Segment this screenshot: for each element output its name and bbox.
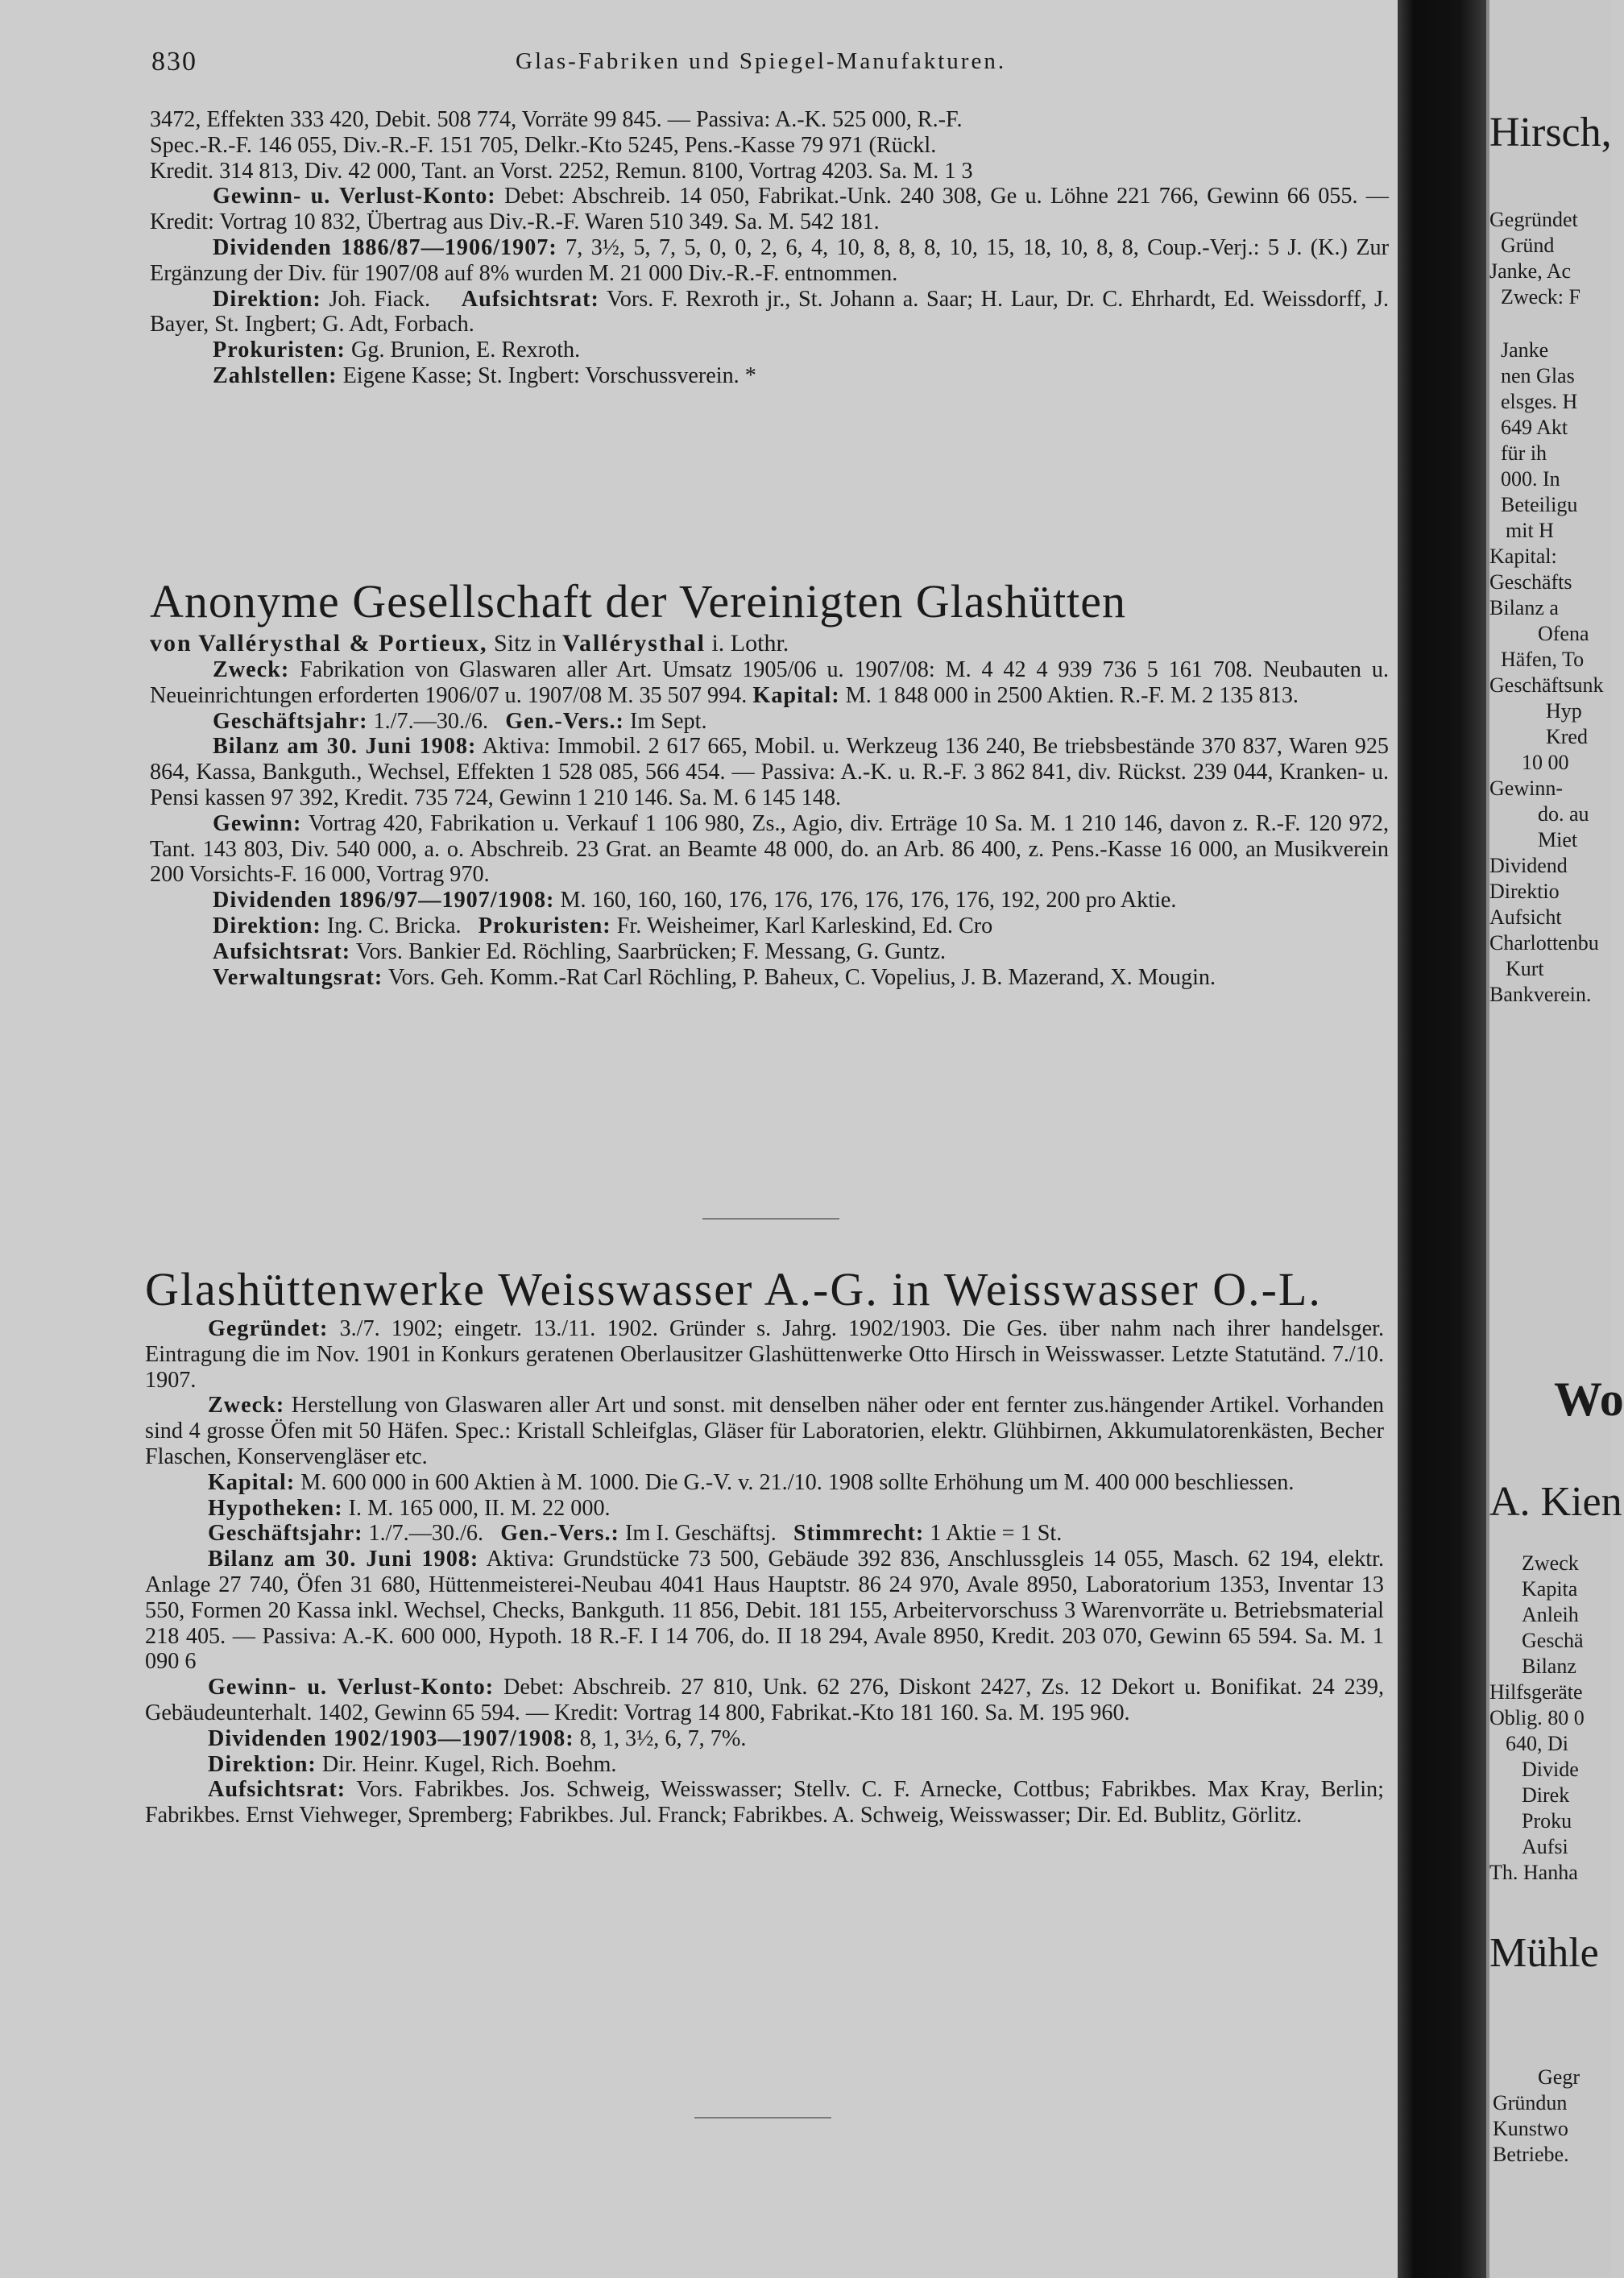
facing-line: Betriebe. bbox=[1493, 2143, 1569, 2166]
gj-label: Geschäftsjahr: bbox=[213, 708, 368, 734]
gewinn-text: Vortrag 420, Fabrikation u. Verkauf 1 106 980, Zs., Agio, div. Erträge 10 Sa. M. 1 210 146, davon z. R.-F. 120 972, Tant. 143 803, Div. 540 000, a. o. Abschreib. 23 Grat. an Beamte 48 000, do. an Arb. 86 400, z. Pens.-Kasse 16 000, an Musikverein 200 Vorsichts-F. 16 000, Vortrag 970. bbox=[150, 810, 1389, 888]
entry1-title: Anonyme Gesellschaft der Vereinigten Glashütten bbox=[150, 575, 1127, 627]
facing-line: nen Glas bbox=[1501, 364, 1575, 387]
facing-line: mit H bbox=[1506, 519, 1554, 542]
facing-line: Dividend bbox=[1489, 854, 1568, 877]
entry1-verwaltungsrat bbox=[150, 965, 1389, 991]
direktion-text: Ing. C. Bricka. bbox=[326, 913, 462, 938]
aufsichtsrat-label: Aufsichtsrat: bbox=[213, 938, 351, 964]
facing-line: Janke, Ac bbox=[1489, 259, 1572, 283]
zahlstellen-label: Zahlstellen: bbox=[213, 362, 338, 388]
prokuristen-text: Gg. Brunion, E. Rexroth. bbox=[351, 338, 581, 363]
facing-line: Zweck bbox=[1522, 1551, 1579, 1575]
prokuristen-text: Fr. Weisheimer, Karl Karleskind, Ed. Cro bbox=[616, 913, 993, 938]
direktion-text: Dir. Heinr. Kugel, Rich. Boehm. bbox=[321, 1751, 617, 1777]
prokuristen-label: Prokuristen: bbox=[478, 913, 611, 938]
facing-line: Direktio bbox=[1489, 880, 1560, 903]
facing-line: Ofena bbox=[1538, 622, 1589, 645]
prokuristen-label: Prokuristen: bbox=[213, 338, 346, 363]
gegruendet-text: 3./7. 1902; eingetr. 13./11. 1902. Gründer s. Jahrg. 1902/1903. Die Ges. über nahm nach ihrer handelsger. Eintragung die im Nov. 1901 in Konkurs geratenen Oberlausitzer Glashüttenwerke Otto Hirsch in Weisswasser. Letzte Statutänd. 7./10. 1907. bbox=[145, 1316, 1384, 1393]
kapital-label: Kapital: bbox=[752, 682, 840, 708]
entry0-direktion bbox=[150, 287, 1389, 338]
facing-line: 10 00 bbox=[1522, 751, 1569, 774]
facing-line: Gründ bbox=[1501, 234, 1555, 257]
facing-line: Bilanz a bbox=[1489, 596, 1559, 619]
entry2-gegruendet bbox=[145, 1316, 1384, 1393]
facing-page-strip bbox=[1489, 0, 1624, 2278]
gv-label: Gen.-Vers.: bbox=[505, 708, 624, 734]
facing-line: Kapital: bbox=[1489, 545, 1557, 568]
gewinn-text: Debet: Abschreib. 14 050, Fabrikat.-Unk. 240 308, Ge u. Löhne 221 766, Gewinn 66 055. — Kredit: Vortrag 10 832, Übertrag aus Div.-R.-F. Waren 510 349. Sa. M. 542 181. bbox=[150, 184, 1389, 235]
page-gutter-shadow bbox=[1398, 0, 1486, 2278]
gewinn-text: Debet: Abschreib. 27 810, Unk. 62 276, Diskont 2427, Zs. 12 Dekort u. Bonifikat. 24 239, Gebäudeunterhalt. 1402, Gewinn 65 594. — Kredit: Vortrag 14 800, Fabrikat.-Kto 181 160. Sa. M. 195 960. bbox=[145, 1675, 1384, 1725]
entry1-gewinn bbox=[150, 811, 1389, 888]
aufsichtsrat-text: Vors. Fabrikbes. Jos. Schweig, Weisswasser; Stellv. C. F. Arnecke, Cottbus; Fabrikbes. Max Kray, Berlin; Fabrikbes. Ernst Viehweger, Spremberg; Fabrikbes. Jul. Franck; Fabrikbes. A. Schweig, Weisswasser; Dir. Ed. Bublitz, Görlitz. bbox=[145, 1777, 1384, 1829]
dividenden-label: Dividenden 1886/87—1906/1907: bbox=[213, 234, 557, 260]
entry0-line-3: Kredit. 314 813, Div. 42 000, Tant. an Vorst. 2252, Remun. 8100, Vortrag 4203. Sa. M. 1 3 bbox=[150, 158, 973, 184]
facing-line: Bankverein. bbox=[1489, 983, 1592, 1006]
facing-line: Bilanz bbox=[1522, 1655, 1576, 1678]
facing-line: do. au bbox=[1538, 802, 1589, 826]
facing-line: Kurt bbox=[1506, 957, 1544, 980]
direktion-label: Direktion: bbox=[208, 1751, 317, 1777]
entry0-gewinn bbox=[150, 184, 1389, 235]
kapital-text: M. 1 848 000 in 2500 Aktien. R.-F. M. 2 135 813. bbox=[845, 682, 1299, 708]
subtitle-place: Vallérysthal bbox=[562, 630, 706, 656]
entry1-direktion bbox=[150, 913, 1389, 939]
dividenden-text: M. 160, 160, 160, 176, 176, 176, 176, 176, 176, 192, 200 pro Aktie. bbox=[560, 888, 1177, 913]
bilanz-label: Bilanz am 30. Juni 1908: bbox=[208, 1547, 479, 1572]
entry0-line-2: Spec.-R.-F. 146 055, Div.-R.-F. 151 705, Delkr.-Kto 5245, Pens.-Kasse 79 971 (Rückl. bbox=[150, 132, 937, 158]
verwaltungsrat-text: Vors. Geh. Komm.-Rat Carl Röchling, P. Baheux, C. Vopelius, J. B. Mazerand, X. Mougin. bbox=[387, 964, 1216, 990]
subtitle-prefix: von bbox=[150, 630, 193, 656]
entry2-kapital bbox=[145, 1470, 1384, 1496]
entry2-bilanz bbox=[145, 1547, 1384, 1675]
facing-line: elsges. H bbox=[1501, 390, 1578, 413]
entry2-dividenden bbox=[145, 1726, 1384, 1752]
subtitle-mid: Sitz in bbox=[494, 630, 557, 656]
facing-line: Anleih bbox=[1522, 1603, 1579, 1626]
dividenden-label: Dividenden 1896/97—1907/1908: bbox=[213, 888, 555, 913]
facing-line: Gewinn- bbox=[1489, 777, 1563, 800]
entry2-zweck bbox=[145, 1393, 1384, 1469]
dividenden-label: Dividenden 1902/1903—1907/1908: bbox=[208, 1725, 574, 1751]
entry2-geschaeftsjahr bbox=[145, 1521, 1384, 1547]
gewinn-label: Gewinn- u. Verlust-Konto: bbox=[213, 184, 496, 209]
facing-line: Geschäftsunk bbox=[1489, 673, 1604, 697]
facing-line: Janke bbox=[1501, 338, 1549, 362]
entry0-line-1: 3472, Effekten 333 420, Debit. 508 774, Vorräte 99 845. — Passiva: A.-K. 525 000, R.-F. bbox=[150, 107, 963, 132]
page-number: 830 bbox=[151, 47, 197, 77]
dividenden-text: 7, 3½, 5, 7, 5, 0, 0, 2, 6, 4, 10, 8, 8, 8, 10, 15, 18, 10, 8, 8, Coup.-Verj.: 5 J. (K.) Zur Ergänzung der Div. für 1907/08 auf 8% wurden M. 21 000 Div.-R.-F. entnommen. bbox=[150, 234, 1390, 286]
kapital-label: Kapital: bbox=[208, 1469, 296, 1495]
hypotheken-text: I. M. 165 000, II. M. 22 000. bbox=[348, 1495, 611, 1521]
facing-line: für ih bbox=[1501, 441, 1547, 465]
entry2-hypotheken bbox=[145, 1496, 1384, 1522]
zweck-text: Herstellung von Glaswaren aller Art und sonst. mit denselben näher oder ent fernter zus.hängender Artikel. Vorhanden sind 4 grosse Öfen mit 50 Häfen. Spec.: Kristall Schleifglas, Gläser für Laboratorien, elektr. Glühbirnen, Akkumulatorenkästen, Becher Flaschen, Konservengläser etc. bbox=[145, 1393, 1384, 1469]
aufsichtsrat-text: Vors. Bankier Ed. Röchling, Saarbrücken; F. Messang, G. Guntz. bbox=[355, 938, 947, 964]
page-header bbox=[0, 47, 1406, 79]
facing-line: Wo bbox=[1554, 1373, 1624, 1426]
subtitle-name: Vallérysthal & Portieux, bbox=[198, 630, 488, 656]
entry-continued bbox=[150, 107, 1389, 389]
aufsichtsrat-text: Vors. F. Rexroth jr., St. Johann a. Saar; H. Laur, Dr. C. Ehrhardt, Ed. Weissdorff, J. Bayer, St. Ingbert; G. Adt, Forbach. bbox=[150, 286, 1390, 338]
entry2-gewinn bbox=[145, 1675, 1384, 1726]
aufsichtsrat-label: Aufsichtsrat: bbox=[208, 1777, 346, 1803]
entry2-direktion bbox=[145, 1752, 1384, 1778]
facing-line: Hilfsgeräte bbox=[1489, 1680, 1583, 1704]
zahlstellen-text: Eigene Kasse; St. Ingbert: Vorschussverein. * bbox=[342, 362, 756, 388]
entry1-zweck bbox=[150, 657, 1389, 709]
gegruendet-label: Gegründet: bbox=[208, 1316, 329, 1341]
facing-line: Divide bbox=[1522, 1758, 1579, 1781]
stimmrecht-text: 1 Aktie = 1 St. bbox=[930, 1521, 1063, 1547]
facing-line: Gegr bbox=[1538, 2065, 1580, 2089]
facing-line: 000. In bbox=[1501, 467, 1560, 491]
facing-line: Hyp bbox=[1546, 699, 1582, 723]
entry1-subtitle bbox=[150, 630, 1389, 657]
aufsichtsrat-label: Aufsichtsrat: bbox=[461, 286, 599, 312]
entry0-dividenden bbox=[150, 235, 1389, 287]
facing-line: Direk bbox=[1522, 1783, 1570, 1807]
kapital-text: M. 600 000 in 600 Aktien à M. 1000. Die G.-V. v. 21./10. 1908 sollte Erhöhung um M. 400 000 beschliessen. bbox=[300, 1469, 1295, 1495]
section-divider-bottom bbox=[694, 2117, 831, 2119]
direktion-text: Joh. Fiack. bbox=[329, 286, 431, 312]
entry2-aufsichtsrat bbox=[145, 1777, 1384, 1829]
section-divider bbox=[702, 1218, 839, 1220]
facing-line: Hirsch, bbox=[1489, 110, 1612, 155]
gj-text: 1./7.—30./6. bbox=[368, 1521, 484, 1547]
entry1-dividenden bbox=[150, 888, 1389, 913]
entry-vallerysthal bbox=[150, 574, 1389, 990]
entry2-title: Glashüttenwerke Weisswasser A.-G. in Weisswasser O.-L. bbox=[145, 1263, 1322, 1315]
facing-line: Kred bbox=[1546, 725, 1588, 748]
facing-line: Oblig. 80 0 bbox=[1489, 1706, 1585, 1729]
entry0-zahlstellen bbox=[150, 363, 1389, 389]
gv-text: Im Sept. bbox=[629, 708, 707, 734]
facing-line: Kapita bbox=[1522, 1577, 1578, 1601]
facing-line: Aufsicht bbox=[1489, 905, 1562, 929]
subtitle-suffix: i. Lothr. bbox=[711, 630, 789, 656]
direktion-label: Direktion: bbox=[213, 913, 321, 938]
facing-line: 649 Akt bbox=[1501, 416, 1568, 439]
facing-line: Miet bbox=[1538, 828, 1578, 851]
facing-line: 640, Di bbox=[1506, 1732, 1568, 1755]
facing-line: Zweck: F bbox=[1501, 285, 1580, 309]
facing-line: Kunstwo bbox=[1493, 2117, 1568, 2140]
entry1-bilanz bbox=[150, 734, 1389, 810]
facing-line: Beteiligu bbox=[1501, 493, 1578, 516]
zweck-label: Zweck: bbox=[213, 657, 290, 682]
zweck-label: Zweck: bbox=[208, 1393, 285, 1419]
facing-line: Häfen, To bbox=[1501, 648, 1585, 671]
facing-line: Mühle bbox=[1489, 1930, 1599, 1976]
facing-line: Gegründet bbox=[1489, 208, 1578, 231]
gewinn-label: Gewinn: bbox=[213, 810, 302, 836]
direktion-label: Direktion: bbox=[213, 286, 321, 312]
verwaltungsrat-label: Verwaltungsrat: bbox=[213, 964, 383, 990]
zweck-text: Fabrikation von Glaswaren aller Art. Umsatz 1905/06 u. 1907/08: M. 4 42 4 939 736 5 161 708. Neubauten u. Neueinrichtungen erforderten 1906/07 u. 1907/08 M. 35 507 994. bbox=[150, 657, 1390, 708]
bilanz-label: Bilanz am 30. Juni 1908: bbox=[213, 734, 477, 760]
entry0-prokuristen bbox=[150, 338, 1389, 363]
entry1-geschaeftsjahr bbox=[150, 709, 1389, 735]
facing-line: Th. Hanha bbox=[1489, 1861, 1578, 1884]
facing-line: Geschä bbox=[1522, 1629, 1584, 1652]
gj-text: 1./7.—30./6. bbox=[373, 708, 489, 734]
facing-line: A. Kien bbox=[1489, 1479, 1622, 1525]
entry-weisswasser bbox=[145, 1263, 1384, 1829]
facing-line: Geschäfts bbox=[1489, 570, 1572, 594]
gv-label: Gen.-Vers.: bbox=[500, 1521, 619, 1547]
running-head: Glas-Fabriken und Spiegel-Manufakturen. bbox=[516, 48, 1007, 74]
gj-label: Geschäftsjahr: bbox=[208, 1521, 363, 1547]
bilanz-text: Aktiva: Grundstücke 73 500, Gebäude 392 836, Anschlussgleis 14 055, Masch. 62 194, elektr. Anlage 27 740, Öfen 31 680, Hüttenmeisterei-Neubau 4041 Haus Hauptstr. 86 24 970, Avale 8950, Laboratorium 1353, Inventar 13 550, Formen 20 Kassa inkl. Wechsel, Checks, Bankguth. 11 856, Debit. 181 155, Arbeitervorschuss 3 Warenvorräte u. Betriebsmaterial 218 405. — Passiva: A.-K. 600 000, Hypoth. 18 R.-F. I 14 706, do. II 18 294, Avale 8950, Kredit. 203 070, Gewinn 65 594. Sa. M. 1 090 6 bbox=[145, 1547, 1384, 1675]
stimmrecht-label: Stimmrecht: bbox=[793, 1521, 925, 1547]
facing-line: Gründun bbox=[1493, 2091, 1568, 2114]
gewinn-label: Gewinn- u. Verlust-Konto: bbox=[208, 1675, 495, 1700]
facing-line: Aufsi bbox=[1522, 1835, 1568, 1858]
facing-line: Charlottenbu bbox=[1489, 931, 1599, 955]
entry1-aufsichtsrat bbox=[150, 939, 1389, 965]
facing-line: Proku bbox=[1522, 1809, 1572, 1833]
bilanz-text: Aktiva: Immobil. 2 617 665, Mobil. u. Werkzeug 136 240, Be triebsbestände 370 837, Waren 925 864, Kassa, Bankguth., Wechsel, Effekten 1 528 085, 566 454. — Passiva: A.-K. u. R.-F. 3 862 841, div. Rückst. 239 044, Kranken- u. Pensi kassen 97 392, Kredit. 735 724, Gewinn 1 210 146. Sa. M. 6 145 148. bbox=[150, 734, 1390, 810]
gv-text: Im I. Geschäftsj. bbox=[624, 1521, 777, 1547]
hypotheken-label: Hypotheken: bbox=[208, 1495, 343, 1521]
dividenden-text: 8, 1, 3½, 6, 7, 7%. bbox=[579, 1725, 747, 1751]
